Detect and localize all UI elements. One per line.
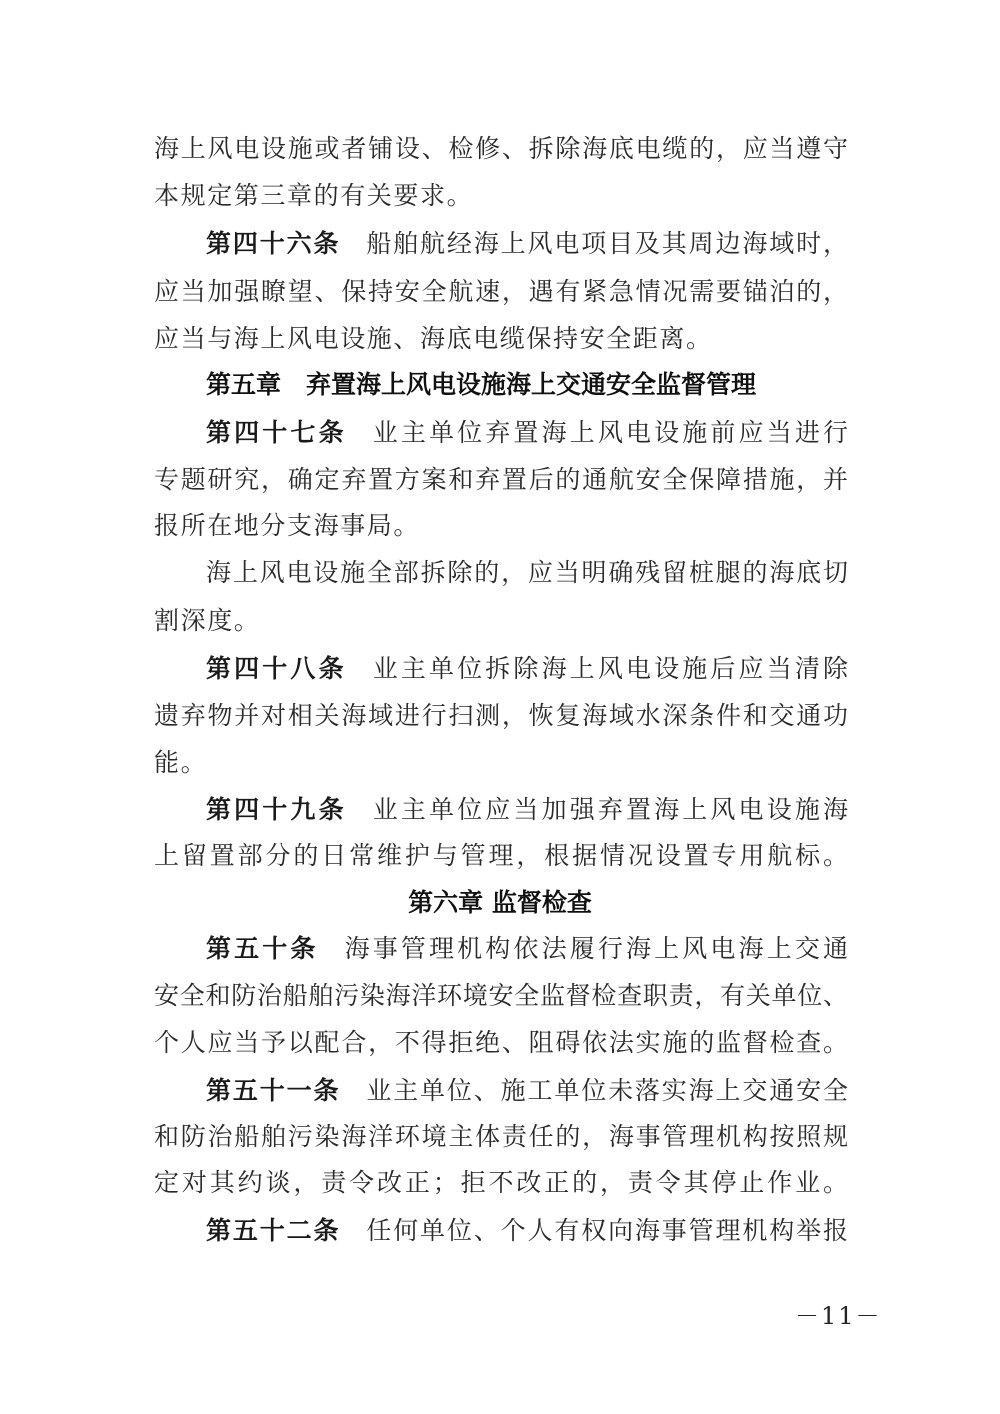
text-line (154, 134, 848, 164)
line-text: 报所在地分支海事局。 (154, 511, 421, 540)
chapter-heading: 第六章 监督检查 (408, 888, 592, 917)
text-line (154, 277, 848, 307)
line-text: 船舶航经海上风电项目及其周边海域时， (366, 229, 848, 258)
text-line (154, 1122, 848, 1152)
chapter-heading: 第五章 弃置海上风电设施海上交通安全监督管理 (206, 370, 757, 399)
article-line (206, 418, 848, 448)
article-line (206, 229, 848, 259)
text-line (154, 748, 848, 778)
line-text: 割深度。 (154, 606, 261, 635)
text-line (154, 1028, 848, 1058)
article-line (206, 795, 848, 825)
article-line (206, 1216, 848, 1246)
line-text: 个人应当予以配合，不得拒绝、阻碍依法实施的监督检查。 (154, 1028, 848, 1057)
line-text: 应当与海上风电设施、海底电缆保持安全距离。 (154, 324, 713, 353)
line-text: 能。 (154, 748, 208, 777)
text-line (154, 1168, 848, 1198)
line-text: 海事管理机构依法履行海上风电海上交通 (344, 934, 848, 963)
article-number: 第四十七条 (206, 418, 347, 447)
article-number: 第四十六条 (206, 229, 341, 258)
text-line (206, 558, 848, 588)
line-text: 业主单位弃置海上风电设施前应当进行 (372, 418, 848, 447)
article-number: 第四十九条 (206, 795, 347, 824)
text-line (154, 511, 848, 541)
line-text: 应当加强瞭望、保持安全航速，遇有紧急情况需要锚泊的， (154, 277, 848, 306)
text-line (154, 606, 848, 636)
line-text: 业主单位拆除海上风电设施后应当清除 (372, 654, 848, 683)
line-text: 和防治船舶污染海洋环境主体责任的，海事管理机构按照规 (154, 1122, 848, 1151)
article-line (206, 934, 848, 964)
line-text: 海上风电设施或者铺设、检修、拆除海底电缆的，应当遵守 (154, 134, 848, 163)
line-text: 本规定第三章的有关要求。 (154, 181, 474, 210)
line-text: 海上风电设施全部拆除的，应当明确残留桩腿的海底切 (206, 558, 848, 587)
text-line (154, 981, 848, 1011)
article-number: 第四十八条 (206, 654, 347, 683)
text-line (154, 181, 848, 211)
article-line (206, 654, 848, 684)
line-text: 任何单位、个人有权向海事管理机构举报 (366, 1216, 848, 1245)
article-number: 第五十条 (206, 934, 319, 963)
line-text: 上留置部分的日常维护与管理，根据情况设置专用航标。 (154, 841, 848, 870)
line-text: 业主单位应当加强弃置海上风电设施海 (372, 795, 848, 824)
line-text: 专题研究，确定弃置方案和弃置后的通航安全保障措施，并 (154, 465, 848, 494)
line-text: 业主单位、施工单位未落实海上交通安全 (366, 1076, 848, 1105)
line-text: 定对其约谈，责令改正；拒不改正的，责令其停止作业。 (154, 1168, 848, 1197)
page-number: －11－ (795, 1302, 882, 1330)
text-line (154, 324, 848, 354)
article-number: 第五十一条 (206, 1076, 341, 1105)
line-text: 安全和防治船舶污染海洋环境安全监督检查职责，有关单位、 (154, 981, 848, 1010)
text-line (154, 841, 848, 871)
article-line (206, 1076, 848, 1106)
article-number: 第五十二条 (206, 1216, 341, 1245)
text-line (154, 701, 848, 731)
text-line (154, 465, 848, 495)
line-text: 遗弃物并对相关海域进行扫测，恢复海域水深条件和交通功 (154, 701, 848, 730)
